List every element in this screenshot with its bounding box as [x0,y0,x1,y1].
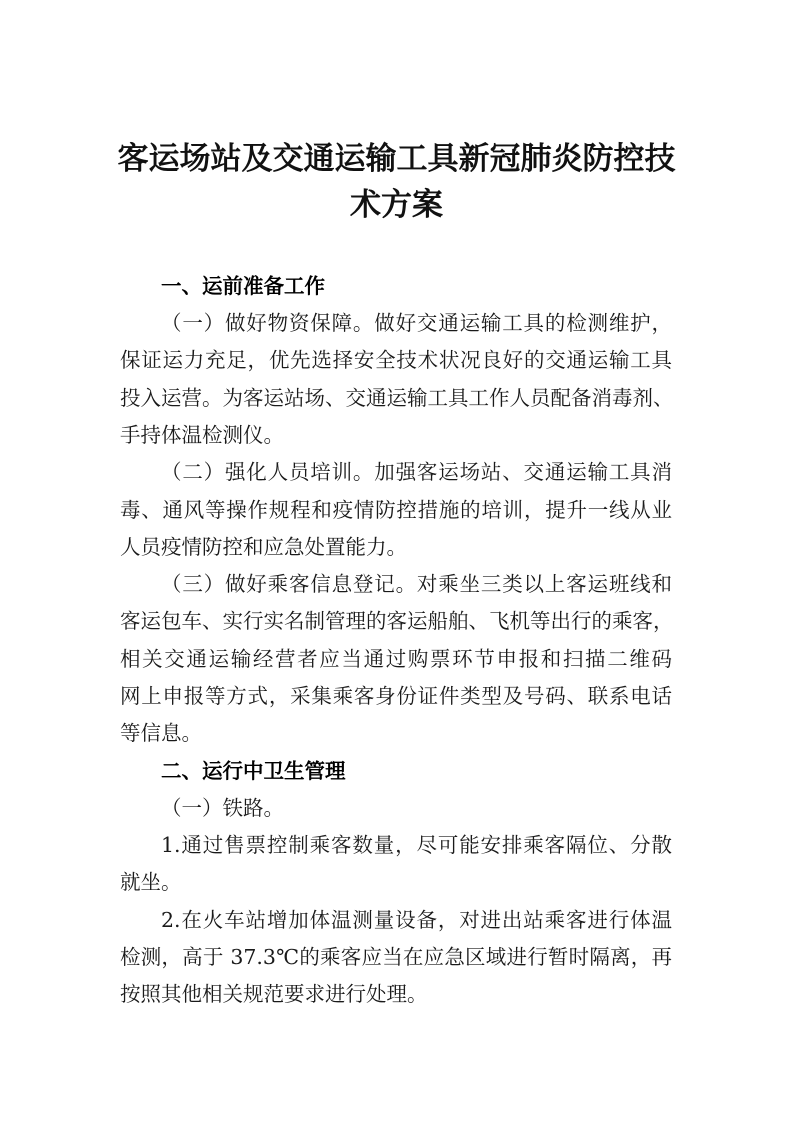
paragraph-line: 就坐。 [120,870,182,894]
paragraph-line: （一）做好物资保障。做好交通运输工具的检测维护， [161,311,672,335]
paragraph-line: 按照其他相关规范要求进行处理。 [120,982,428,1006]
paragraph-line: 2.在火车站增加体温测量设备，对进出站乘客进行体温 [161,908,672,932]
paragraph-line: 手持体温检测仪。 [120,423,284,447]
paragraph-line: （三）做好乘客信息登记。对乘坐三类以上客运班线和 [161,572,672,596]
paragraph-line: 相关交通运输经营者应当通过购票环节申报和扫描二维码 [120,647,672,671]
paragraph-line: 等信息。 [120,721,202,745]
paragraph-line: 人员疫情防控和应急处置能力。 [120,535,407,559]
document-title-line-2: 术方案 [350,187,443,223]
paragraph-line: 检测，高于 37.3℃的乘客应当在应急区域进行暂时隔离，再 [120,945,672,969]
paragraph-line: （二）强化人员培训。加强客运场站、交通运输工具消 [161,460,672,484]
document-title-line-1: 客运场站及交通运输工具新冠肺炎防控技 [117,141,676,177]
section-heading-1: 一、运前准备工作 [161,274,325,298]
section-heading-2: 二、运行中卫生管理 [161,759,346,783]
paragraph-line: 投入运营。为客运站场、交通运输工具工作人员配备消毒剂、 [120,386,674,410]
paragraph-line: 1.通过售票控制乘客数量，尽可能安排乘客隔位、分散 [161,833,672,857]
subsection-heading: （一）铁路。 [161,796,284,820]
paragraph-line: 毒、通风等操作规程和疫情防控措施的培训，提升一线从业 [120,498,672,522]
paragraph-line: 客运包车、实行实名制管理的客运船舶、飞机等出行的乘客， [120,609,674,633]
paragraph-line: 网上申报等方式，采集乘客身份证件类型及号码、联系电话 [120,684,672,708]
paragraph-line: 保证运力充足，优先选择安全技术状况良好的交通运输工具 [120,348,672,372]
